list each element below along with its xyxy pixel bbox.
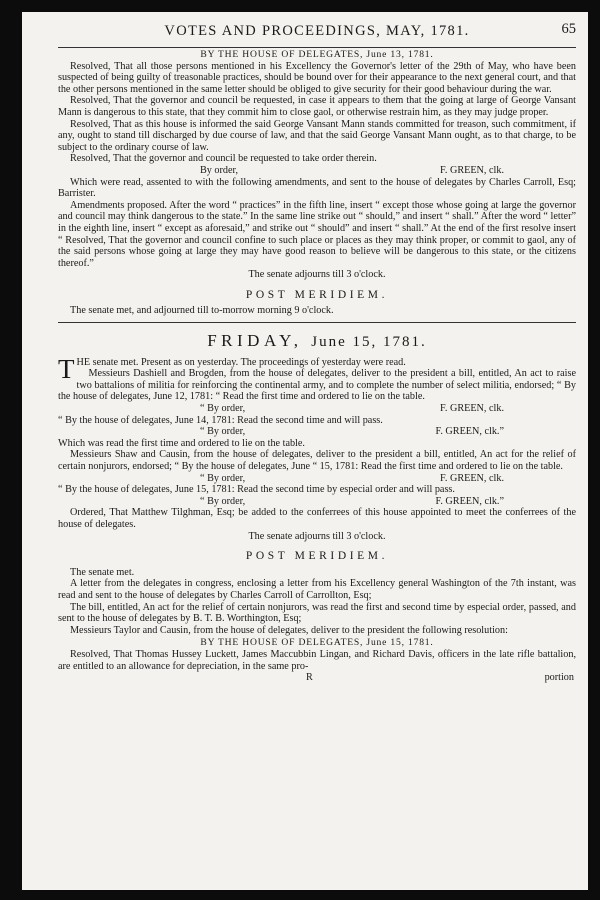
- running-title: VOTES AND PROCEEDINGS, MAY, 1781.: [164, 23, 470, 39]
- pm-1-text: The senate met, and adjourned till to-morrow morning 9 o'clock.: [70, 305, 334, 317]
- sign-4-by-order: “ By order,: [200, 495, 246, 507]
- resolution-3: Resolved, That as this house is informed the said George Vansant Mann stands committed for treason, such commitment, if any, ought to stand till discharged by due course of law, and that the said George Vansant Mann ought, as to that charge, to be subject to the ordinary course of law.: [58, 118, 576, 153]
- friday-line-2: “ By the house of delegates, June 14, 1781: Read the second time and will pass.: [58, 414, 383, 426]
- sign-clerk: F. GREEN, clk.: [440, 164, 504, 176]
- ordered-paragraph: Ordered, That Matthew Tilghman, Esq; be added to the conferrees of this house appointed to meet the conferrees of the house of delegates.: [58, 507, 576, 530]
- page-content: [58, 22, 576, 684]
- sign-3-by-order: “ By order,: [200, 472, 246, 484]
- drop-cap: T: [58, 353, 75, 384]
- document-page: [22, 12, 588, 890]
- resolution-4: Resolved, That the governor and council be requested to take order therein.: [70, 153, 377, 165]
- friday-opening-text: HE senate met. Present as on yesterday. The proceedings of yesterday were read.: [76, 356, 406, 368]
- delegates-heading-june-15: BY THE HOUSE OF DELEGATES, June 15, 1781.: [200, 637, 434, 649]
- friday-opening: [58, 353, 576, 384]
- read-note: Which were read, assented to with the following amendments, and sent to the house of delegates by Charles Carroll, Esq; Barrister.: [58, 176, 576, 200]
- signature-row-4: [58, 496, 576, 508]
- header-rule: [58, 47, 576, 48]
- signature-mark: R: [306, 672, 313, 684]
- post-meridiem-title-2: POST MERIDIEM.: [245, 550, 389, 563]
- page-number: 65: [561, 21, 576, 37]
- pm-2-paragraph-2: The bill, entitled, An act for the relief of certain nonjurors, was read the first and second time by especial order, passed, and sent to the house of delegates by B. T. B. Worthington, Esq;: [58, 601, 576, 625]
- signature-row-3: [58, 473, 576, 485]
- signature-row: [58, 165, 576, 177]
- amendments-paragraph: Amendments proposed. After the word “ practices” in the fifth line, insert “ except those whose going at large the governor and council may think dangerous to the state.” In the same line strike out “ should,” and insert “ shall.” After the word “ letter” in the eighth line, insert “ except as aforesaid,” and strike out “ should” and insert “ shall.” At the end of the first resolve insert “ Resolved, That the governor and council confine to such place or places as they may think proper, or commit to gaol, any of the said persons whose going at large they may have good reason to believe will be dangerous to this state, or the citizens thereof.”: [58, 199, 576, 269]
- adjourn-note: The senate adjourns till 3 o'clock.: [248, 269, 386, 281]
- resolution-1: Resolved, That all those persons mentioned in his Excellency the Governor's letter of the 29th of May, who have been suspected of being guilty of treasonable practices, should be bound over for their appearance to the next general court, and that the other persons mentioned in the same letter should be obliged to give security for their good behaviour during the war.: [58, 60, 576, 95]
- day-name: FRIDAY,: [207, 331, 303, 351]
- day-date: June 15, 1781.: [311, 334, 427, 351]
- pm-2-paragraph-3: Messieurs Taylor and Causin, from the house of delegates, deliver to the president the following resolution:: [70, 624, 508, 636]
- post-meridiem-title-1: POST MERIDIEM.: [245, 288, 389, 301]
- catch-row: [58, 672, 576, 684]
- sign-1-clerk: F. GREEN, clk.: [440, 403, 504, 415]
- sign-2-clerk: F. GREEN, clk.”: [435, 426, 504, 438]
- friday-paragraph-2: Messieurs Shaw and Causin, from the house of delegates, deliver to the president a bill, entitled, An act for the relief of certain nonjurors, endorsed; “ By the house of delegates, June “ 15, 1781: Read the first time and ordered to lie on the table.: [58, 449, 576, 472]
- sign-2-by-order: “ By order,: [200, 426, 246, 438]
- catchword: portion: [544, 672, 574, 684]
- sign-by-order: By order,: [200, 164, 239, 176]
- day-heading: [58, 331, 576, 351]
- sign-1-by-order: “ By order,: [200, 403, 246, 415]
- friday-line-3: “ By the house of delegates, June 15, 1781: Read the second time by especial order and will pass.: [58, 484, 455, 496]
- section-rule: [58, 322, 576, 323]
- pm-2-met: The senate met.: [70, 566, 135, 578]
- friday-adjourn: The senate adjourns till 3 o'clock.: [248, 530, 386, 542]
- pm-2-paragraph-1: A letter from the delegates in congress, enclosing a letter from his Excellency general Washington of the 7th instant, was read and sent to the house of delegates by Charles Carroll of Carrollton, Esq;: [58, 578, 576, 601]
- friday-paragraph-1: Messieurs Dashiell and Brogden, from the house of delegates, deliver to the president a bill, entitled, An act to raise two battalions of militia for reinforcing the continental army, and to complete the number of select militia, endorsed; “ By the house of delegates, June 12, 1781: “ Read the first time and ordered to lie on the table.: [58, 368, 576, 403]
- signature-row-2: [58, 426, 576, 438]
- bottom-resolution: Resolved, That Thomas Hussey Luckett, James Maccubbin Lingan, and Richard Davis, officers in the late rifle battalion, are entitled to an allowance for depreciation, in the same pro-: [58, 648, 576, 672]
- sign-4-clerk: F. GREEN, clk.”: [435, 495, 504, 507]
- signature-row-1: [58, 403, 576, 415]
- sign-3-clerk: F. GREEN, clk.: [440, 472, 504, 484]
- page-header: [58, 22, 576, 42]
- delegates-heading-june-13: BY THE HOUSE OF DELEGATES, June 13, 1781.: [200, 49, 434, 60]
- resolution-2: Resolved, That the governor and council be requested, in case it appears to them that the going at large of George Vansant Mann is dangerous to this state, that they commit him to close gaol, or otherwise restrain him, as they may judge proper.: [58, 95, 576, 118]
- friday-read-1: Which was read the first time and ordered to lie on the table.: [58, 437, 305, 449]
